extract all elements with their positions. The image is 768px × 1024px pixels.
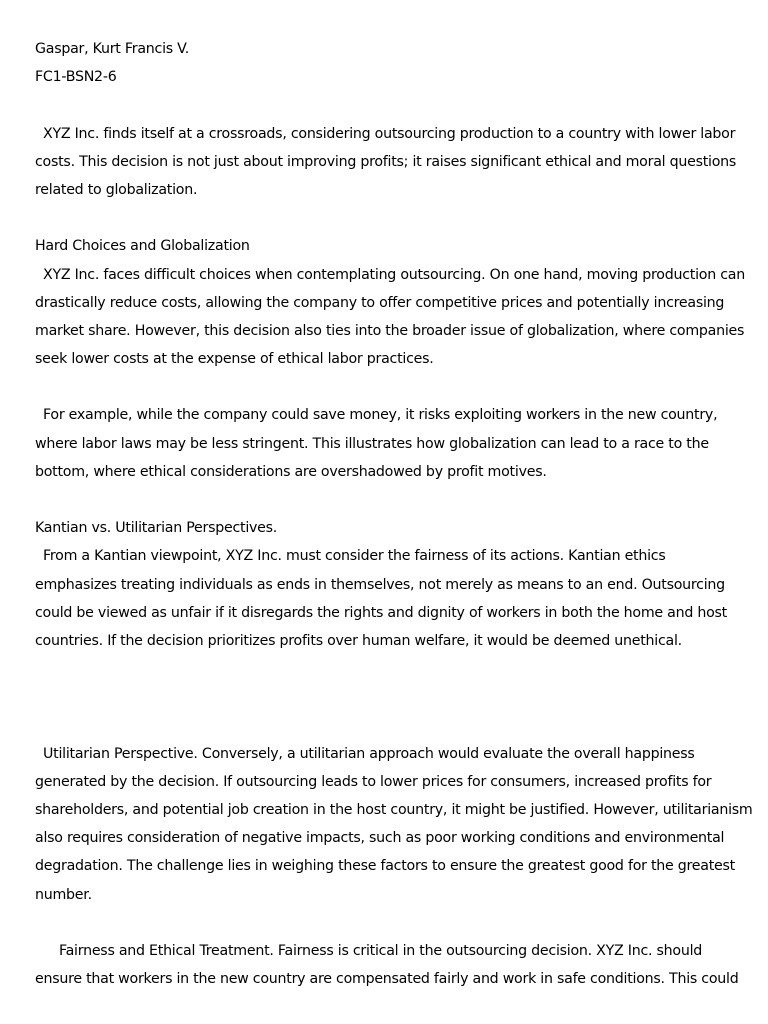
globalization-paragraph-1: [35, 261, 745, 374]
paragraph-line: also requires consideration of negative impacts, such as poor working conditions and environmental: [35, 830, 725, 847]
paragraph-line: generated by the decision. If outsourcing leads to lower prices for consumers, increased profits for: [35, 773, 712, 790]
spacer: [35, 712, 735, 740]
spacer: [35, 909, 735, 937]
kantian-paragraph: [35, 542, 735, 655]
paragraph-line: seek lower costs at the expense of ethical labor practices.: [35, 351, 434, 368]
section-heading-perspectives: Kantian vs. Utilitarian Perspectives.: [35, 520, 278, 537]
paragraph-line: number.: [35, 886, 92, 903]
spacer: [35, 91, 735, 119]
paragraph-line: could be viewed as unfair if it disregards the rights and dignity of workers in both the home and host: [35, 604, 727, 621]
paragraph-line: where labor laws may be less stringent. This illustrates how globalization can lead to a race to the: [35, 435, 709, 452]
spacer: [35, 655, 735, 711]
paragraph-line: Utilitarian Perspective. Conversely, a utilitarian approach would evaluate the overall happiness: [43, 745, 695, 762]
spacer: [35, 486, 735, 514]
fairness-paragraph: [35, 937, 739, 993]
paragraph-line: XYZ Inc. faces difficult choices when contemplating outsourcing. On one hand, moving production can: [43, 266, 745, 283]
author-name: Gaspar, Kurt Francis V.: [35, 41, 190, 57]
paragraph-line: bottom, where ethical considerations are overshadowed by profit motives.: [35, 463, 547, 480]
spacer: [35, 204, 735, 232]
spacer: [35, 373, 735, 401]
paragraph-line: From a Kantian viewpoint, XYZ Inc. must consider the fairness of its actions. Kantian ethics: [43, 548, 666, 565]
paragraph-line: shareholders, and potential job creation in the host country, it might be justified. However, utilitarianism: [35, 802, 753, 819]
paragraph-line: Fairness and Ethical Treatment. Fairness is critical in the outsourcing decision. XYZ Inc. should: [59, 943, 703, 960]
paragraph-line: For example, while the company could save money, it risks exploiting workers in the new country,: [43, 407, 718, 424]
utilitarian-paragraph: [35, 740, 753, 909]
intro-paragraph: [35, 120, 735, 205]
section-code: FC1-BSN2-6: [35, 69, 117, 86]
paragraph-line: drastically reduce costs, allowing the company to offer competitive prices and potentially increasing: [35, 294, 725, 311]
paragraph-line: market share. However, this decision also ties into the broader issue of globalization, where companies: [35, 322, 745, 339]
paragraph-line: emphasizes treating individuals as ends in themselves, not merely as means to an end. Outsourcing: [35, 576, 725, 593]
paragraph-line: degradation. The challenge lies in weighing these factors to ensure the greatest good for the greatest: [35, 858, 735, 875]
globalization-paragraph-2: [35, 401, 735, 486]
section-heading-globalization: Hard Choices and Globalization: [35, 238, 250, 255]
paragraph-line: countries. If the decision prioritizes profits over human welfare, it would be deemed unethical.: [35, 632, 682, 649]
document-page: [35, 35, 753, 993]
paragraph-line: XYZ Inc. finds itself at a crossroads, considering outsourcing production to a country with lower labor: [43, 125, 736, 142]
paragraph-line: related to globalization.: [35, 181, 198, 198]
paragraph-line: costs. This decision is not just about improving profits; it raises significant ethical and moral questions: [35, 153, 737, 170]
paragraph-line: ensure that workers in the new country are compensated fairly and work in safe conditions. This could: [35, 971, 739, 988]
